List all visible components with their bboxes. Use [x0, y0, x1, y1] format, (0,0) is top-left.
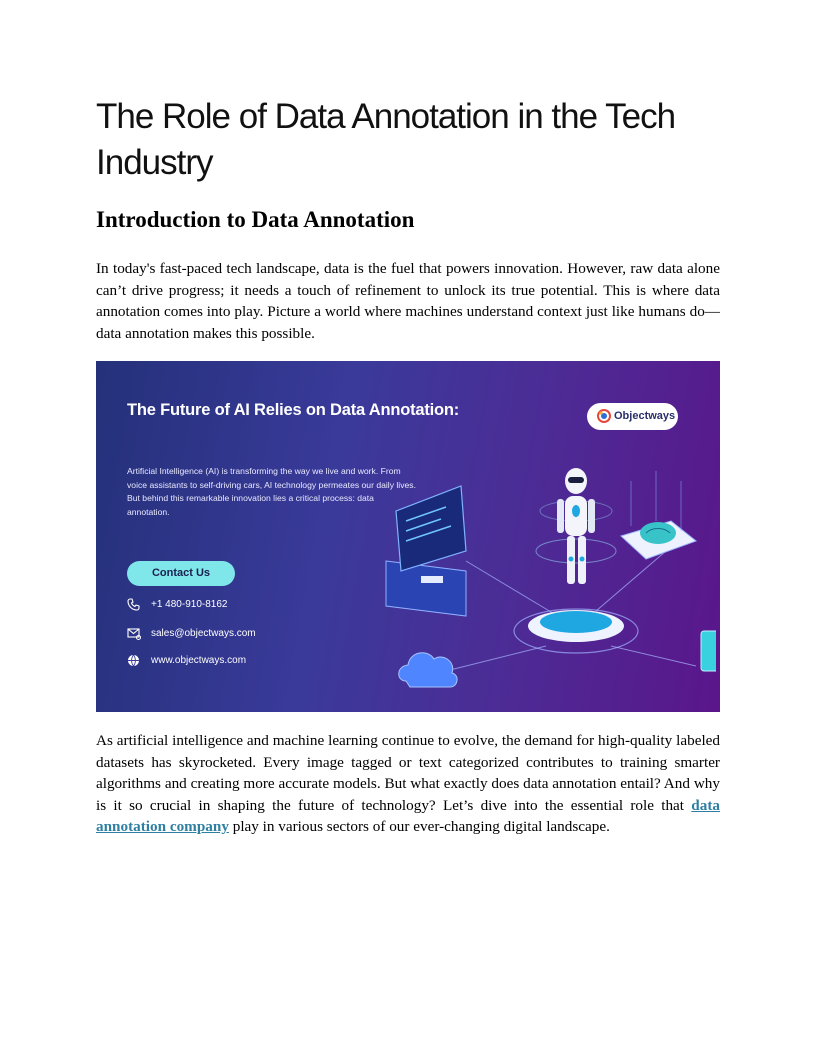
- brain-chip: [621, 471, 696, 559]
- section-heading: Introduction to Data Annotation: [96, 207, 415, 232]
- intro-paragraph: In today's fast-paced tech landscape, data is the fuel that powers innovation. However, raw data alone can’t drive progress; it needs a touch of refinement to unlock its true potential. This is where data annotation comes into play. Picture a world where machines understand context just like humans do—data annotation makes this possible.: [96, 260, 720, 342]
- computer-monitor: [386, 486, 466, 616]
- ai-illustration: [366, 441, 716, 701]
- cloud-icon: [399, 653, 457, 687]
- logo-text: Objectways: [614, 410, 676, 422]
- data-annotation-company-link[interactable]: data annotation company: [96, 796, 720, 836]
- objectways-logo-icon: [597, 409, 611, 423]
- phone-number[interactable]: +1 480-910-8162: [151, 599, 228, 610]
- page-title: The Role of Data Annotation in the Tech Industry: [96, 97, 676, 182]
- paragraph-text-end: play in various sectors of our ever-changing digital landscape.: [228, 818, 610, 836]
- contact-us-button[interactable]: Contact Us: [127, 561, 235, 586]
- body-paragraph: [96, 730, 720, 838]
- robot-figure: [557, 468, 595, 584]
- website-url[interactable]: www.objectways.com: [151, 655, 247, 666]
- banner-body: Artificial Intelligence (AI) is transforming the way we live and work. From voice assistants to self-driving cars, AI technology permeates our daily lives. But behind this remarkable innovation lies a critical process: data annotation.: [127, 466, 416, 517]
- banner-title: The Future of AI Relies on Data Annotation:: [127, 401, 460, 419]
- phone-icon: [127, 598, 140, 611]
- paragraph-text-start: As artificial intelligence and machine learning continue to evolve, the demand for high-quality labeled datasets has skyrocketed. Every image tagged or text categorized contributes to training smarter algorithms and creating more accurate models. But what exactly does data annotation entail? And why is it so crucial in shaping the future of technology? Let’s dive into the essential role that: [96, 732, 720, 814]
- objectways-logo: [587, 403, 678, 430]
- globe-icon: [127, 654, 140, 667]
- mobile-device: [701, 631, 716, 671]
- email-icon: [127, 627, 141, 640]
- banner-image: [96, 361, 720, 712]
- email-address[interactable]: sales@objectways.com: [151, 628, 256, 639]
